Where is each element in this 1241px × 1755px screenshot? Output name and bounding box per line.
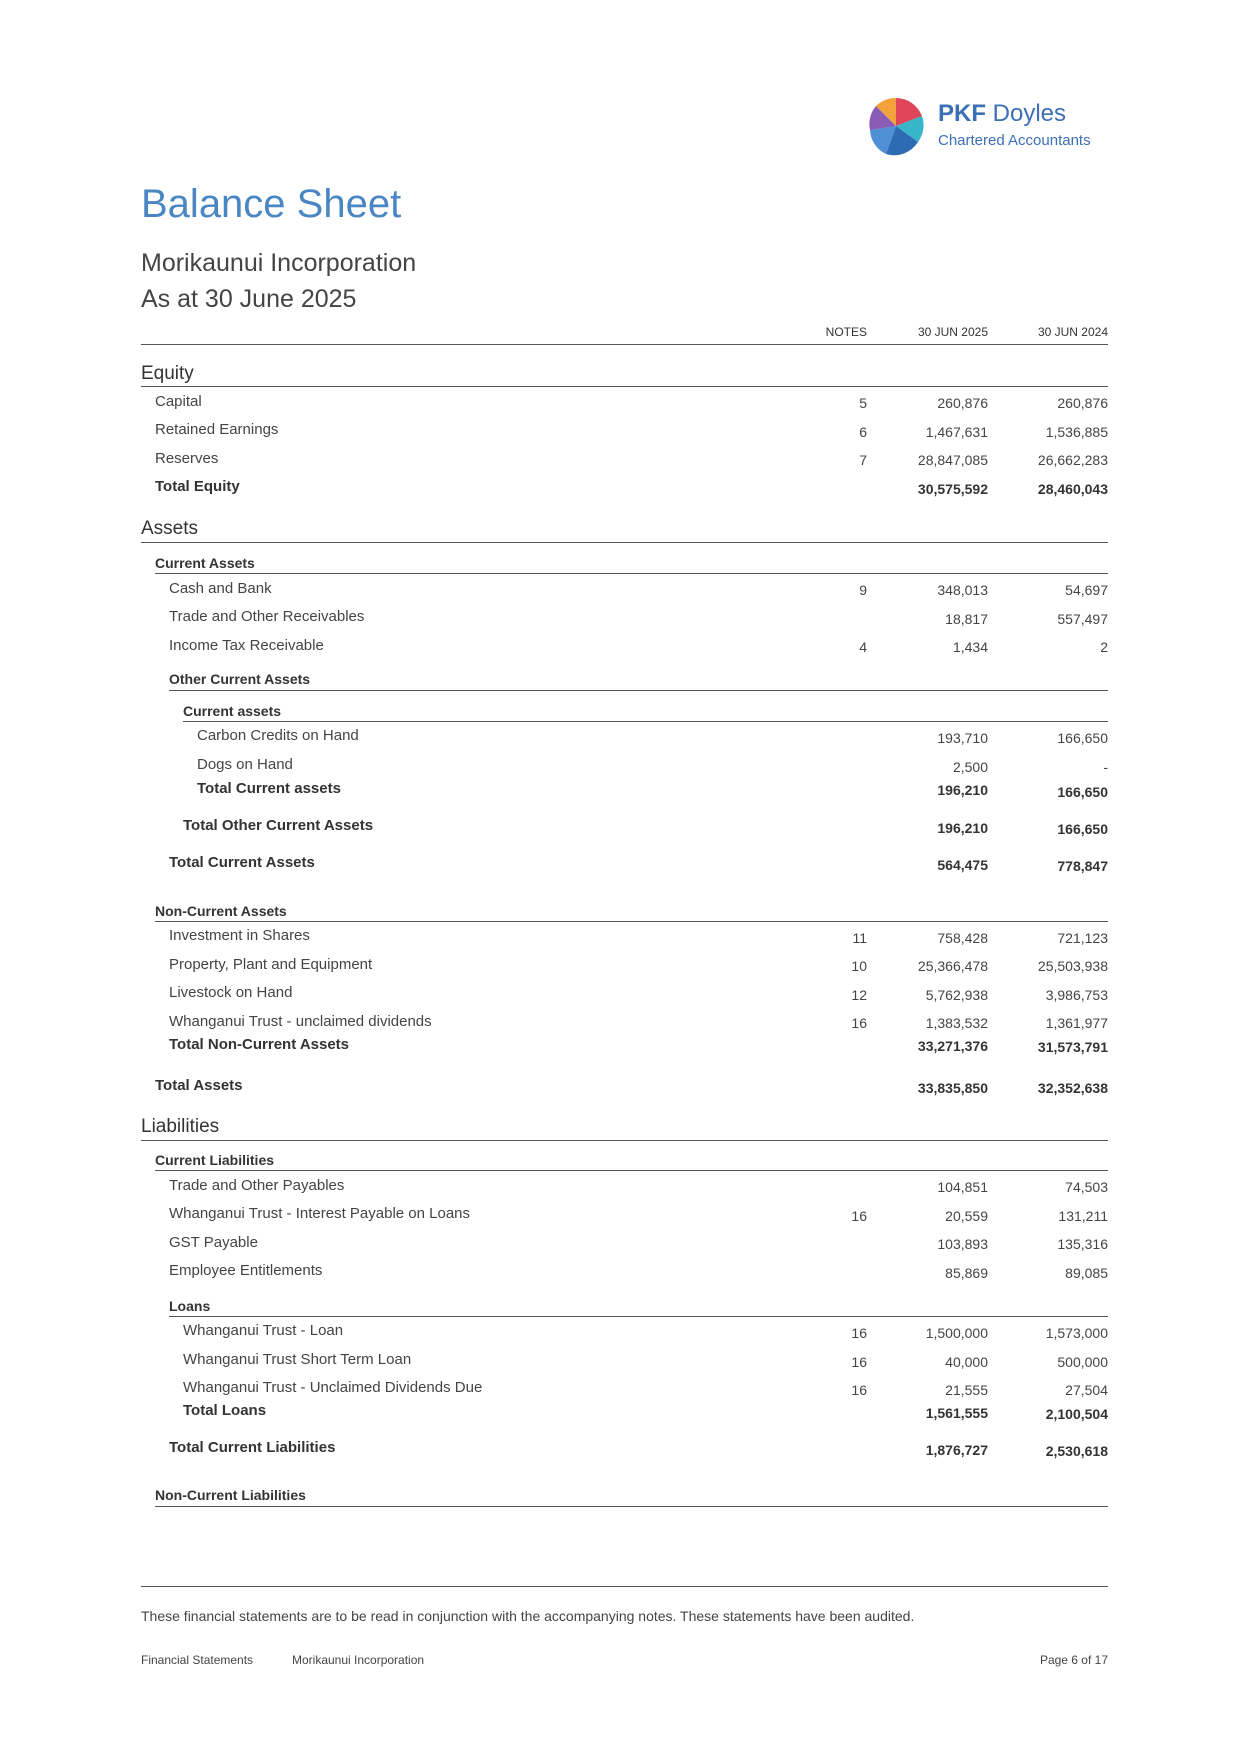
row-value-2025: 1,500,000 bbox=[925, 1325, 988, 1341]
total-value-2024: 32,352,638 bbox=[1037, 1080, 1108, 1096]
divider bbox=[155, 1170, 1108, 1171]
row-value-2024: 131,211 bbox=[1058, 1208, 1108, 1224]
pkf-doyles-logo bbox=[868, 96, 1130, 160]
audit-footnote: These financial statements are to be read in conjunction with the accompanying notes. These statements have been audited. bbox=[141, 1608, 915, 1624]
row-label: Whanganui Trust - Interest Payable on Loans bbox=[169, 1205, 471, 1222]
total-label: Total Other Current Assets bbox=[183, 817, 374, 834]
total-value-2025: 33,271,376 bbox=[917, 1038, 988, 1054]
row-label: Capital bbox=[155, 393, 202, 410]
section-heading-liabilities: Liabilities bbox=[141, 1116, 220, 1137]
row-value-2025: 193,710 bbox=[937, 730, 988, 746]
total-value-2024: 2,100,504 bbox=[1045, 1406, 1108, 1422]
row-value-2025: 20,559 bbox=[945, 1208, 988, 1224]
total-value-2024: 28,460,043 bbox=[1037, 481, 1108, 497]
row-value-2025: 348,013 bbox=[937, 582, 988, 598]
row-value-2024: 25,503,938 bbox=[1037, 958, 1108, 974]
row-note: 16 bbox=[851, 1015, 867, 1031]
report-date: As at 30 June 2025 bbox=[141, 285, 357, 313]
subheading-current-assets: Current Assets bbox=[155, 555, 255, 571]
row-label: GST Payable bbox=[169, 1234, 258, 1251]
row-note: 7 bbox=[859, 452, 867, 468]
logo-tagline: Chartered Accountants bbox=[938, 132, 1091, 149]
row-note: 16 bbox=[851, 1354, 867, 1370]
total-value-2024: 166,650 bbox=[1057, 784, 1108, 800]
row-value-2024: 27,504 bbox=[1065, 1382, 1108, 1398]
row-label: Trade and Other Receivables bbox=[169, 608, 365, 625]
subheading-loans: Loans bbox=[169, 1298, 211, 1314]
total-value-2025: 33,835,850 bbox=[917, 1080, 988, 1096]
pkf-logo-icon bbox=[868, 96, 924, 156]
row-value-2024: 1,361,977 bbox=[1045, 1015, 1108, 1031]
row-note: 10 bbox=[851, 958, 867, 974]
total-value-2025: 1,561,555 bbox=[925, 1405, 988, 1421]
total-label: Total Non-Current Assets bbox=[169, 1036, 350, 1053]
page-title: Balance Sheet bbox=[141, 182, 402, 226]
row-value-2025: 28,847,085 bbox=[917, 452, 988, 468]
total-value-2025: 30,575,592 bbox=[917, 481, 988, 497]
total-value-2025: 196,210 bbox=[937, 782, 988, 798]
row-label: Whanganui Trust - Unclaimed Dividends Due bbox=[183, 1379, 483, 1396]
subheading-other-current-assets: Other Current Assets bbox=[169, 671, 311, 687]
total-value-2024: 2,530,618 bbox=[1045, 1443, 1108, 1459]
row-value-2025: 21,555 bbox=[945, 1382, 988, 1398]
divider bbox=[141, 542, 1108, 543]
page-number: Page 6 of 17 bbox=[1039, 1653, 1108, 1667]
section-heading-assets: Assets bbox=[141, 518, 199, 539]
row-value-2025: 103,893 bbox=[937, 1236, 988, 1252]
total-value-2025: 564,475 bbox=[937, 857, 988, 873]
row-value-2024: 54,697 bbox=[1065, 582, 1108, 598]
total-value-2024: 166,650 bbox=[1057, 821, 1108, 837]
divider bbox=[155, 921, 1108, 922]
divider bbox=[183, 721, 1108, 722]
row-note: 11 bbox=[852, 930, 867, 946]
row-label: Whanganui Trust - Loan bbox=[183, 1322, 344, 1339]
row-value-2025: 85,869 bbox=[945, 1265, 988, 1281]
row-value-2024: 2 bbox=[1100, 639, 1108, 655]
row-value-2025: 104,851 bbox=[937, 1179, 988, 1195]
row-label: Cash and Bank bbox=[169, 580, 272, 597]
row-value-2024: 89,085 bbox=[1065, 1265, 1108, 1281]
row-value-2024: 1,573,000 bbox=[1045, 1325, 1108, 1341]
notes-column-header: NOTES bbox=[825, 325, 867, 339]
row-note: 16 bbox=[851, 1208, 867, 1224]
total-label: Total Current Liabilities bbox=[169, 1439, 336, 1456]
divider bbox=[169, 1316, 1108, 1317]
subheading-current-liabilities: Current Liabilities bbox=[155, 1152, 275, 1168]
subheading-non-current-assets: Non-Current Assets bbox=[155, 903, 287, 919]
row-value-2025: 25,366,478 bbox=[917, 958, 988, 974]
row-value-2024: - bbox=[1103, 759, 1108, 775]
row-value-2025: 18,817 bbox=[945, 611, 988, 627]
row-note: 5 bbox=[859, 395, 867, 411]
row-value-2025: 1,467,631 bbox=[925, 424, 988, 440]
row-value-2025: 260,876 bbox=[937, 395, 988, 411]
section-heading-equity: Equity bbox=[141, 363, 194, 384]
row-label: Investment in Shares bbox=[169, 927, 310, 944]
total-label: Total Loans bbox=[183, 1402, 267, 1419]
current-year-column-header: 30 JUN 2025 bbox=[917, 325, 988, 339]
row-value-2025: 758,428 bbox=[937, 930, 988, 946]
row-value-2024: 1,536,885 bbox=[1045, 424, 1108, 440]
divider bbox=[141, 1140, 1108, 1141]
row-value-2025: 2,500 bbox=[952, 759, 988, 775]
total-value-2025: 1,876,727 bbox=[925, 1442, 988, 1458]
row-value-2024: 260,876 bbox=[1057, 395, 1108, 411]
footer-rule bbox=[141, 1586, 1108, 1587]
row-value-2025: 1,434 bbox=[952, 639, 988, 655]
row-value-2025: 40,000 bbox=[945, 1354, 988, 1370]
row-label: Reserves bbox=[155, 450, 219, 467]
total-label: Total Assets bbox=[155, 1077, 243, 1094]
row-value-2025: 1,383,532 bbox=[925, 1015, 988, 1031]
row-label: Whanganui Trust - unclaimed dividends bbox=[169, 1013, 432, 1030]
divider bbox=[155, 573, 1108, 574]
total-label: Total Current assets bbox=[197, 780, 341, 797]
total-value-2024: 778,847 bbox=[1057, 858, 1108, 874]
row-value-2024: 721,123 bbox=[1057, 930, 1108, 946]
row-value-2024: 500,000 bbox=[1057, 1354, 1108, 1370]
row-value-2024: 3,986,753 bbox=[1045, 987, 1108, 1003]
total-label: Total Current Assets bbox=[169, 854, 315, 871]
row-label: Whanganui Trust Short Term Loan bbox=[183, 1351, 412, 1368]
divider bbox=[141, 386, 1108, 387]
total-label: Total Equity bbox=[155, 478, 240, 495]
row-note: 12 bbox=[851, 987, 867, 1003]
row-label: Livestock on Hand bbox=[169, 984, 293, 1001]
subheading-inner-current-assets: Current assets bbox=[183, 703, 282, 719]
footer-document-type: Financial Statements bbox=[141, 1653, 254, 1667]
row-note: 16 bbox=[851, 1382, 867, 1398]
row-label: Employee Entitlements bbox=[169, 1262, 323, 1279]
row-note: 9 bbox=[859, 582, 867, 598]
divider bbox=[169, 690, 1108, 691]
row-note: 4 bbox=[859, 639, 867, 655]
row-value-2024: 26,662,283 bbox=[1037, 452, 1108, 468]
row-label: Income Tax Receivable bbox=[169, 637, 324, 654]
subheading-non-current-liabilities: Non-Current Liabilities bbox=[155, 1487, 306, 1503]
organisation-name: Morikaunui Incorporation bbox=[141, 249, 417, 277]
row-label: Trade and Other Payables bbox=[169, 1177, 345, 1194]
divider bbox=[155, 1506, 1108, 1507]
prior-year-column-header: 30 JUN 2024 bbox=[1037, 325, 1108, 339]
row-label: Dogs on Hand bbox=[197, 756, 293, 773]
header-rule bbox=[141, 344, 1108, 345]
row-label: Carbon Credits on Hand bbox=[197, 727, 359, 744]
row-value-2024: 166,650 bbox=[1057, 730, 1108, 746]
row-value-2025: 5,762,938 bbox=[925, 987, 988, 1003]
row-value-2024: 74,503 bbox=[1065, 1179, 1108, 1195]
row-label: Property, Plant and Equipment bbox=[169, 956, 373, 973]
footer-organisation: Morikaunui Incorporation bbox=[292, 1653, 425, 1667]
logo-name: PKF Doyles bbox=[938, 100, 1067, 127]
total-value-2025: 196,210 bbox=[937, 820, 988, 836]
row-note: 6 bbox=[859, 424, 867, 440]
row-label: Retained Earnings bbox=[155, 421, 279, 438]
row-note: 16 bbox=[851, 1325, 867, 1341]
row-value-2024: 135,316 bbox=[1057, 1236, 1108, 1252]
row-value-2024: 557,497 bbox=[1057, 611, 1108, 627]
total-value-2024: 31,573,791 bbox=[1037, 1039, 1108, 1055]
